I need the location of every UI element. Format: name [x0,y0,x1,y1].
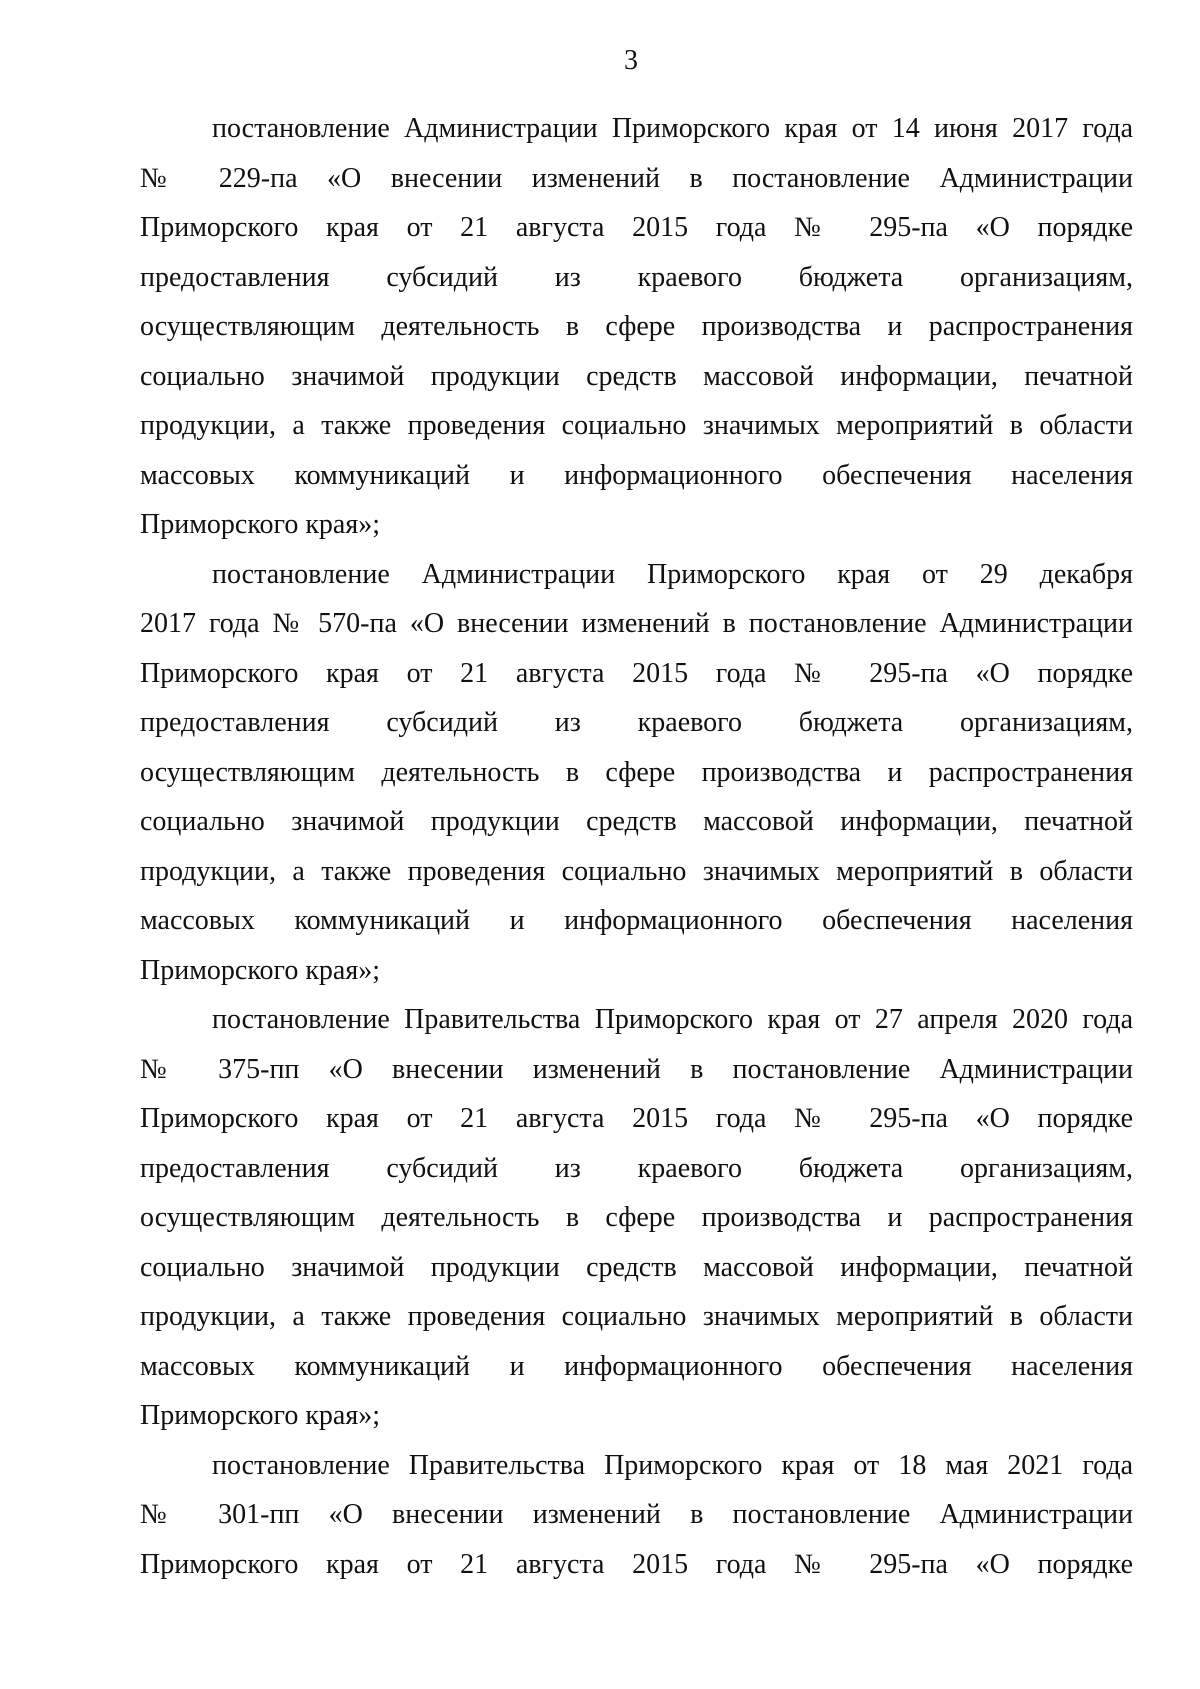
text-line: постановление Администрации Приморского края от 29 декабря [212,558,1133,590]
text-line: массовых коммуникаций и информационного обеспечения населения [140,905,1133,936]
text-line: предоставления субсидий из краевого бюджета организациям, [140,707,1133,738]
text-line: социально значимой продукции средств массовой информации, печатной [140,360,1133,392]
paragraph [140,550,1133,996]
text-line: Приморского края от 21 августа 2015 года № 295-па «О порядке [140,657,1133,689]
text-line: предоставления субсидий из краевого бюджета организациям, [140,261,1133,293]
text-line: Приморского края от 21 августа 2015 года № 295-па «О порядке [140,1548,1133,1580]
text-line: продукции, а также проведения социально значимых мероприятий в области [140,1301,1133,1332]
text-line: осуществляющим деятельность в сфере производства и распространения [140,311,1133,342]
text-line: продукции, а также проведения социально значимых мероприятий в области [140,410,1133,441]
text-line: № 375-пп «О внесении изменений в постановление Администрации [140,1053,1133,1085]
text-line: постановление Правительства Приморского края от 18 мая 2021 года [212,1449,1133,1481]
text-line: Приморского края»; [140,1400,381,1431]
paragraph [140,104,1133,550]
paragraph [140,995,1133,1441]
paragraph [140,1441,1133,1590]
text-line: Приморского края»; [140,509,381,540]
text-line: предоставления субсидий из краевого бюджета организациям, [140,1152,1133,1184]
text-line: 2017 года № 570-па «О внесении изменений в постановление Администрации [140,608,1133,639]
text-line: продукции, а также проведения социально значимых мероприятий в области [140,855,1133,887]
text-line: Приморского края от 21 августа 2015 года № 295-па «О порядке [140,1103,1133,1134]
text-line: Приморского края от 21 августа 2015 года № 295-па «О порядке [140,212,1133,243]
document-body [140,104,1133,1589]
text-line: № 229-па «О внесении изменений в постановление Администрации [140,162,1133,194]
page-number: 3 [624,45,638,76]
text-line: Приморского края»; [140,954,381,986]
text-line: постановление Администрации Приморского края от 14 июня 2017 года [212,113,1133,144]
text-line: массовых коммуникаций и информационного обеспечения населения [140,459,1133,491]
text-line: социально значимой продукции средств массовой информации, печатной [140,1251,1133,1283]
text-line: социально значимой продукции средств массовой информации, печатной [140,806,1133,837]
text-line: осуществляющим деятельность в сфере производства и распространения [140,756,1133,788]
text-line: массовых коммуникаций и информационного обеспечения населения [140,1350,1133,1382]
text-line: постановление Правительства Приморского края от 27 апреля 2020 года [212,1004,1133,1035]
text-line: осуществляющим деятельность в сфере производства и распространения [140,1202,1133,1233]
text-line: № 301-пп «О внесении изменений в постановление Администрации [140,1499,1133,1530]
